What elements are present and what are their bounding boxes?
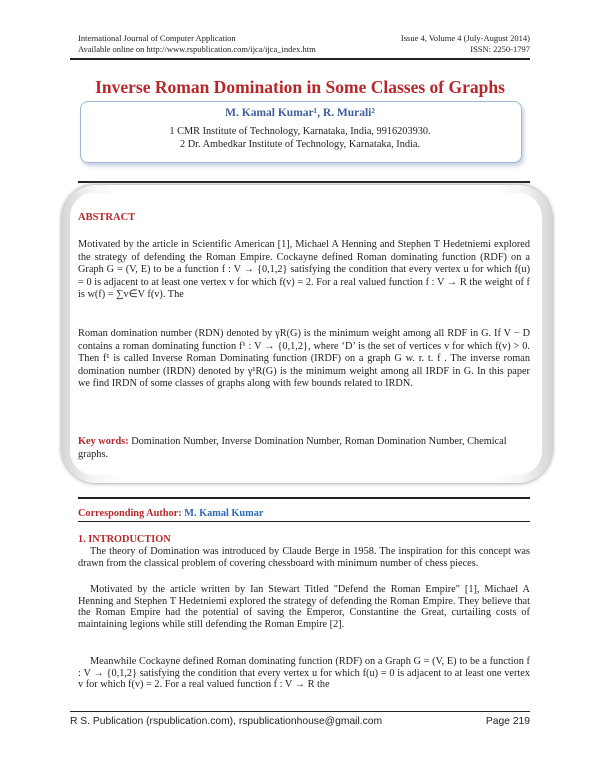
footer-rule [70, 711, 530, 712]
keywords [78, 436, 530, 461]
abstract-heading: ABSTRACT [78, 212, 136, 223]
authors: M. Kamal Kumar¹, R. Murali² [225, 107, 375, 119]
journal-name: International Journal of Computer Application [78, 33, 236, 43]
intro-paragraph-1: The theory of Domination was introduced by Claude Berge in 1958. The inspiration for this concept was drawn from the classical problem of covering chessboard with minimum number of chess pieces. [78, 546, 530, 569]
corresponding-label: Corresponding Author: [78, 508, 182, 519]
corresponding-name: M. Kamal Kumar [181, 508, 264, 519]
header-rule [70, 58, 530, 60]
issue-info: Issue 4, Volume 4 (July-August 2014) [400, 33, 530, 43]
footer-publisher[interactable]: R S. Publication (rspublication.com), rspublicationhouse@gmail.com [70, 716, 383, 727]
corresponding-rule [78, 521, 530, 522]
introduction-heading: 1. INTRODUCTION [78, 534, 171, 545]
corresponding-author [78, 508, 263, 519]
footer [70, 716, 530, 727]
abstract-paragraph-1: Motivated by the article in Scientific American [1], Michael A Henning and Stephen T Hedetniemi explored the strategy of defending the Roman Empire. Cockayne defined Roman dominating function (RDF) on a Graph G = (V, E) to be a function f : V → {0,1,2} satisfying the condition that every vertex u for which f(u) = 0 is adjacent to at least one vertex v for which f(v) = 2. For a real valued function f : V → R the weight of f is w(f) = ∑v∈V f(v). The [78, 239, 530, 301]
intro-paragraph-3: Meanwhile Cockayne defined Roman dominating function (RDF) on a Graph G = (V, E) to be a function f : V → {0,1,2} satisfying the condition that every vertex u for which f(u) = 0 is adjacent to at least one vertex v for which f(v) = 2. For a real valued function f : V → R the [78, 656, 530, 691]
affiliation-2: 2 Dr. Ambedkar Institute of Technology, Karnataka, India. [179, 139, 421, 150]
intro-paragraph-2: Motivated by the article written by Ian Stewart Titled "Defend the Roman Empire" [1], Michael A Henning and Stephen T Hedetniemi explored the strategy of defending the Roman Empire. They believe that the Roman Empire had the potential of saving the Emperor, Constantine the Great, curtailing costs of maintaining legions while still defending the Roman Empire [2]. [78, 584, 530, 630]
issn: ISSN: 2250-1797 [470, 44, 530, 54]
section-rule-bottom [78, 497, 530, 499]
paper-title: Inverse Roman Domination in Some Classes of Graphs [95, 77, 505, 97]
keywords-text: Domination Number, Inverse Domination Number, Roman Domination Number, Chemical graphs. [78, 436, 507, 460]
section-rule-top [78, 181, 530, 183]
journal-url[interactable]: Available online on http://www.rspublication.com/ijca/ijca_index.htm [78, 44, 316, 54]
keywords-label: Key words: [78, 436, 129, 447]
affiliation-1: 1 CMR Institute of Technology, Karnataka, India, 9916203930. [169, 126, 431, 137]
page-number: Page 219 [485, 716, 530, 727]
abstract-paragraph-2: Roman domination number (RDN) denoted by γR(G) is the minimum weight among all RDF in G. If V − D contains a roman dominating function f¹ : V → {0,1,2}, where ‘D’ is the set of vertices v for which f(v) > 0. Then f¹ is called Inverse Roman Dominating function (IRDF) on a graph G w. r. t. f . The inverse roman domination number (IRDN) denoted by γ¹R(G) is the minimum weight among all IRDF in G. In this paper we find IRDN of some classes of graphs along with few bounds related to IRDN. [78, 328, 530, 390]
